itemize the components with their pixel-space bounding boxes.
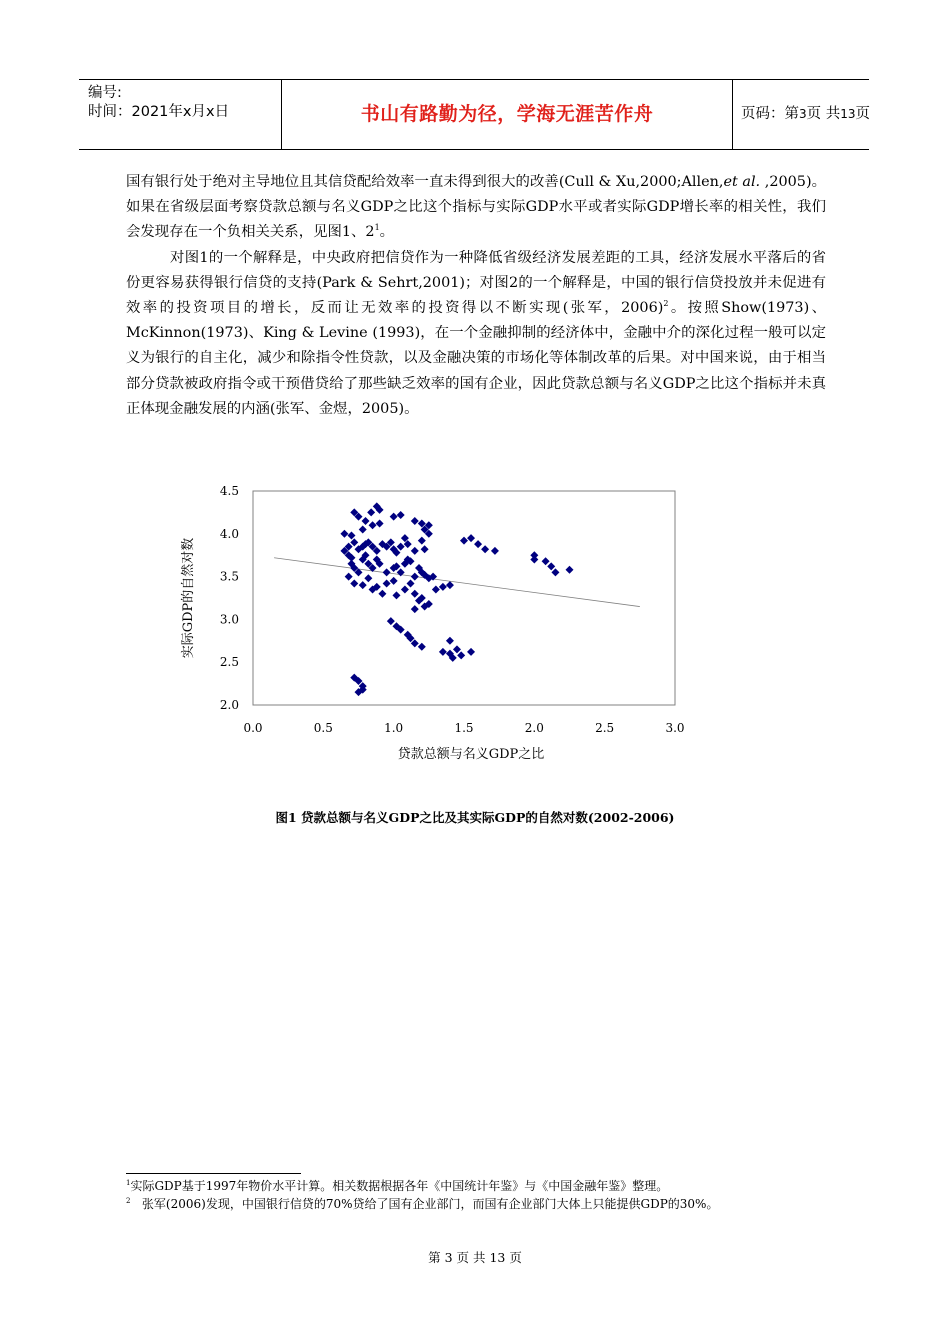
body-text bbox=[126, 170, 826, 422]
plot-area bbox=[253, 491, 675, 705]
x-tick-label: 3.0 bbox=[665, 721, 685, 735]
page-suffix: 页 bbox=[855, 106, 871, 122]
paragraph-2 bbox=[126, 246, 826, 422]
footnote-1 bbox=[126, 1178, 826, 1195]
header-meta-cell bbox=[79, 80, 281, 149]
paragraph-1 bbox=[126, 170, 826, 246]
x-tick-label: 2.5 bbox=[595, 721, 615, 735]
footnote-2-mark: 2 bbox=[126, 1197, 131, 1205]
page-mid: 页 共 bbox=[806, 106, 841, 122]
y-tick-label: 4.0 bbox=[219, 526, 239, 541]
page-footer: 第 3 页 共 13 页 bbox=[428, 1250, 522, 1265]
header-motto: 书山有路勤为径，学海无涯苦作舟 bbox=[281, 80, 733, 149]
paragraph-1-text-b: ,2005)。如果在省级层面考察贷款总额与名义GDP之比这个指标与实际GDP水平或者实际GDP增长率的相关性，我们会发现存在一个负相关关系，见图1、2 bbox=[126, 174, 826, 241]
footnote-ref-2[interactable]: 2 bbox=[663, 299, 669, 309]
y-tick-label: 4.5 bbox=[219, 484, 239, 498]
footnote-2-text: 张军(2006)发现，中国银行信贷的70%贷给了国有企业部门，而国有企业部门大体上只能提供GDP的30%。 bbox=[141, 1197, 719, 1211]
footnote-divider bbox=[126, 1173, 301, 1174]
x-tick-label: 2.0 bbox=[524, 721, 544, 735]
paragraph-2-text-a: 对图1的一个解释是，中央政府把信贷作为一种降低省级经济发展差距的工具，经济发展水平落后的省份更容易获得银行信贷的支持(Park & Sehrt,2001)；对图2的一个解释是，中国的银行信贷投放并未促进有效率的投资项目的增长，反而让无效率的投资得以不断实现(张军，2006) bbox=[126, 249, 826, 317]
paragraph-1-italic: et al. bbox=[723, 174, 761, 190]
y-tick-label: 2.5 bbox=[219, 655, 239, 670]
page-number: 3 bbox=[799, 107, 807, 121]
footnote-2 bbox=[126, 1196, 826, 1213]
page-total: 13 bbox=[840, 107, 856, 121]
paragraph-1-text-a: 国有银行处于绝对主导地位且其信贷配给效率一直未得到很大的改善(Cull & Xu,2000;Allen, bbox=[126, 174, 724, 190]
page-prefix: 页码：第 bbox=[741, 106, 799, 122]
document-time-label: 时间：2021年x月x日 bbox=[88, 104, 230, 120]
y-tick-label: 2.0 bbox=[219, 698, 239, 712]
document-number-label: 编号: bbox=[88, 85, 122, 101]
paragraph-2-text-b: 。按照Show(1973)、McKinnon(1973)、King & Levine (1993)，在一个金融抑制的经济体中，金融中介的深化过程一般可以定义为银行的自主化，减少和除指令性贷款，以及金融决策的市场化等体制改革的后果。对中国来说，由于相当部分贷款被政府指令或干预借贷给了那些缺乏效率的国有企业，因此贷款总额与名义GDP之比这个指标并未真正体现金融发展的内涵(张军、金煜，2005)。 bbox=[126, 300, 826, 417]
x-tick-label: 0.5 bbox=[313, 721, 333, 735]
paragraph-1-text-c: 。 bbox=[379, 224, 395, 241]
y-tick-label: 3.0 bbox=[219, 612, 239, 627]
y-tick-label: 3.5 bbox=[219, 569, 239, 584]
scatter-chart bbox=[170, 476, 700, 776]
footnote-ref-1[interactable]: 1 bbox=[374, 223, 380, 233]
x-tick-label: 0.0 bbox=[243, 721, 263, 735]
x-tick-label: 1.5 bbox=[454, 721, 474, 735]
x-axis-label: 贷款总额与名义GDP之比 bbox=[397, 747, 545, 762]
footnote-1-text: 实际GDP基于1997年物价水平计算。相关数据根据各年《中国统计年鉴》与《中国金融年鉴》整理。 bbox=[130, 1179, 669, 1193]
y-axis-label: 实际GDP的自然对数 bbox=[181, 537, 196, 659]
x-tick-label: 1.0 bbox=[384, 721, 404, 735]
figure-caption: 图1 贷款总额与名义GDP之比及其实际GDP的自然对数(2002-2006) bbox=[275, 810, 675, 825]
page-header bbox=[79, 79, 869, 150]
footnote-1-mark: 1 bbox=[126, 1179, 131, 1187]
header-page-info bbox=[733, 80, 869, 149]
